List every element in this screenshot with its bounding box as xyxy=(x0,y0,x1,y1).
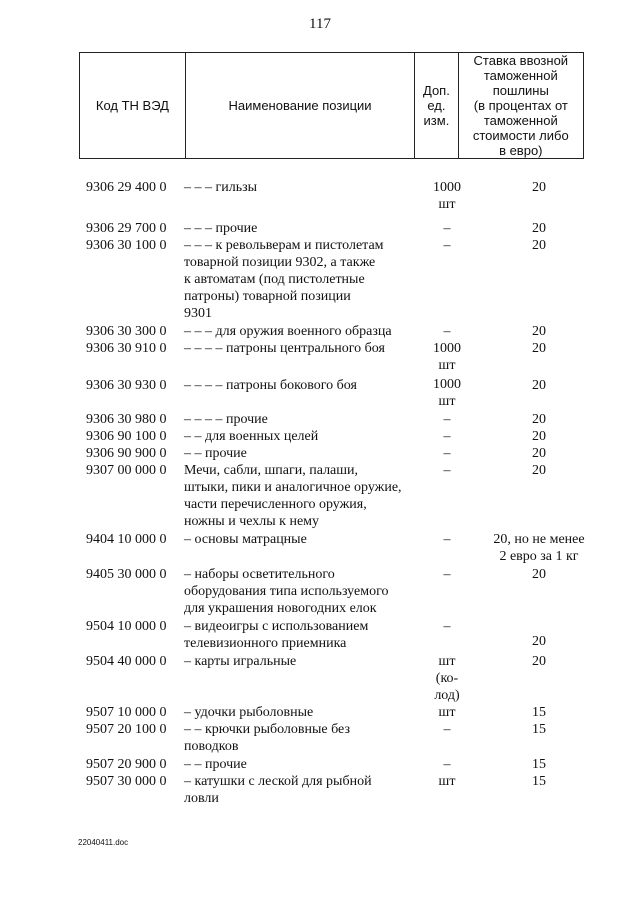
row-unit: шт xyxy=(438,774,456,789)
row-name: – – – – патроны центрального боя xyxy=(184,341,385,356)
table-row xyxy=(86,462,606,531)
row-unit: – xyxy=(443,324,451,339)
row-code: 9306 29 400 0 xyxy=(86,180,167,195)
row-unit: – xyxy=(443,722,451,737)
row-rate: 20 xyxy=(532,567,546,582)
row-name: – – – гильзы xyxy=(184,180,258,195)
table-row xyxy=(86,704,606,721)
table-row xyxy=(86,531,606,566)
row-code: 9504 40 000 0 xyxy=(86,654,167,669)
row-unit: шт (ко- лод) xyxy=(434,654,460,703)
table-row xyxy=(86,220,606,237)
row-name: – – – – прочие xyxy=(184,412,268,427)
row-rate: 15 xyxy=(532,705,546,720)
row-rate: 15 xyxy=(532,774,546,789)
row-code: 9307 00 000 0 xyxy=(86,463,167,478)
row-code: 9306 30 300 0 xyxy=(86,324,167,339)
table-row xyxy=(86,773,606,807)
row-name: – карты игральные xyxy=(184,654,297,669)
row-unit: – xyxy=(443,429,451,444)
table-row xyxy=(86,376,606,411)
row-code: 9306 29 700 0 xyxy=(86,221,167,236)
table-row xyxy=(86,323,606,340)
row-rate: 20 xyxy=(532,634,546,649)
row-unit: – xyxy=(443,463,451,478)
table-row xyxy=(86,721,606,756)
row-rate: 20 xyxy=(532,654,546,669)
row-rate: 20, но не менее 2 евро за 1 кг xyxy=(493,532,585,564)
tariff-rows xyxy=(86,179,606,807)
page-number: 117 xyxy=(309,16,331,32)
row-rate: 20 xyxy=(532,180,546,195)
row-code: 9306 30 100 0 xyxy=(86,238,167,253)
table-row xyxy=(86,756,606,773)
header-rate: Ставка ввозной таможенной пошлины (в процентах от таможенной стоимости либо в евро) xyxy=(458,53,583,159)
row-name: – видеоигры с использованием телевизионного приемника xyxy=(184,619,369,651)
table-header xyxy=(79,52,584,159)
row-rate: 20 xyxy=(532,324,546,339)
row-unit: шт xyxy=(438,705,456,720)
row-code: 9306 90 100 0 xyxy=(86,429,167,444)
row-unit: – xyxy=(443,532,451,547)
table-row xyxy=(86,411,606,428)
row-name: Мечи, сабли, шпаги, палаши, штыки, пики и аналогичное оружие, части перечисленного оружия, ножны и чехлы к нему xyxy=(184,463,402,529)
table-row xyxy=(86,179,606,220)
row-code: 9507 30 000 0 xyxy=(86,774,167,789)
row-code: 9306 30 980 0 xyxy=(86,412,167,427)
row-code: 9306 90 900 0 xyxy=(86,446,167,461)
row-unit: – xyxy=(443,757,451,772)
header-code: Код ТН ВЭД xyxy=(80,53,186,159)
row-code: 9504 10 000 0 xyxy=(86,619,167,634)
row-unit: – xyxy=(443,567,451,582)
table-row xyxy=(86,340,606,376)
row-unit: – xyxy=(443,221,451,236)
row-unit: – xyxy=(443,238,451,253)
row-rate: 20 xyxy=(532,463,546,478)
table-row xyxy=(86,653,606,704)
row-name: – наборы осветительного оборудования типа используемого для украшения новогодних елок xyxy=(184,567,389,616)
table-row xyxy=(86,445,606,462)
row-rate: 20 xyxy=(532,378,546,393)
row-rate: 20 xyxy=(532,238,546,253)
row-unit: 1000 шт xyxy=(433,341,461,373)
row-name: – – – для оружия военного образца xyxy=(184,324,392,339)
row-code: 9507 20 900 0 xyxy=(86,757,167,772)
row-code: 9306 30 930 0 xyxy=(86,378,167,393)
row-code: 9507 10 000 0 xyxy=(86,705,167,720)
row-name: – катушки с леской для рыбной ловли xyxy=(184,774,372,806)
row-name: – – – прочие xyxy=(184,221,258,236)
row-unit: – xyxy=(443,619,451,634)
row-unit: – xyxy=(443,412,451,427)
table-row xyxy=(86,566,606,618)
row-unit: 1000 шт xyxy=(433,377,461,409)
header-name: Наименование позиции xyxy=(185,53,414,159)
row-code: 9405 30 000 0 xyxy=(86,567,167,582)
row-code: 9404 10 000 0 xyxy=(86,532,167,547)
row-name: – – – – патроны бокового боя xyxy=(184,378,357,393)
row-rate: 15 xyxy=(532,722,546,737)
footer-filename: 22040411.doc xyxy=(78,838,129,847)
row-code: 9306 30 910 0 xyxy=(86,341,167,356)
row-rate: 20 xyxy=(532,412,546,427)
row-unit: – xyxy=(443,446,451,461)
row-rate: 20 xyxy=(532,341,546,356)
row-unit: 1000 шт xyxy=(433,180,461,212)
row-code: 9507 20 100 0 xyxy=(86,722,167,737)
row-rate: 20 xyxy=(532,429,546,444)
row-rate: 15 xyxy=(532,757,546,772)
header-unit: Доп. ед. изм. xyxy=(415,53,458,159)
row-rate: 20 xyxy=(532,221,546,236)
row-name: – – прочие xyxy=(184,446,247,461)
row-rate: 20 xyxy=(532,446,546,461)
table-row xyxy=(86,237,606,323)
row-name: – основы матрацные xyxy=(184,532,307,547)
row-name: – удочки рыболовные xyxy=(184,705,314,720)
row-name: – – – к револьверам и пистолетам товарной позиции 9302, а также к автоматам (под пистолетные патроны) товарной позиции 9301 xyxy=(184,238,384,321)
row-name: – – прочие xyxy=(184,757,247,772)
table-row xyxy=(86,428,606,445)
row-name: – – для военных целей xyxy=(184,429,319,444)
row-name: – – крючки рыболовные без поводков xyxy=(184,722,350,754)
table-row xyxy=(86,618,606,653)
